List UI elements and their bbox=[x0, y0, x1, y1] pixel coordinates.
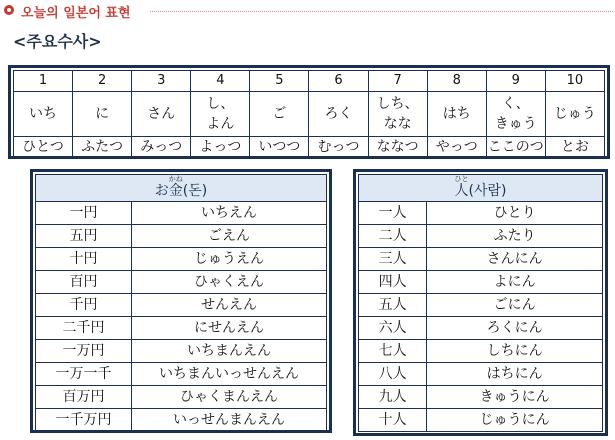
money-row bbox=[36, 409, 327, 432]
people-row bbox=[359, 340, 603, 363]
people-kanji-cell: 二人 bbox=[359, 225, 427, 248]
reading-cell bbox=[427, 92, 486, 137]
money-kanji-cell: 一円 bbox=[36, 202, 132, 225]
reading-cell bbox=[132, 92, 191, 137]
reading-line: はち bbox=[442, 106, 471, 122]
money-reading-cell: いちまんえん bbox=[132, 340, 327, 363]
money-kanji-cell: 五円 bbox=[36, 225, 132, 248]
reading-cell bbox=[309, 92, 368, 137]
money-header-kanji-wrap bbox=[168, 175, 183, 200]
reading-line: いち bbox=[29, 106, 58, 122]
money-header-cell bbox=[36, 175, 327, 202]
people-kanji-cell: 六人 bbox=[359, 317, 427, 340]
native-count-cell: いつつ bbox=[250, 137, 309, 158]
digit-cell: 10 bbox=[545, 71, 604, 92]
money-reading-cell: せんえん bbox=[132, 294, 327, 317]
money-kanji-cell: 一万一千 bbox=[36, 363, 132, 386]
people-reading-cell: ごにん bbox=[427, 294, 603, 317]
money-table bbox=[35, 174, 327, 432]
people-kanji-cell: 四人 bbox=[359, 271, 427, 294]
reading-line: じゅう bbox=[553, 106, 596, 122]
people-kanji-cell: 五人 bbox=[359, 294, 427, 317]
money-reading-cell: いっせんまんえん bbox=[132, 409, 327, 432]
reading-cell bbox=[73, 92, 132, 137]
money-row bbox=[36, 294, 327, 317]
reading-line: に bbox=[95, 106, 110, 122]
numbers-table-frame bbox=[8, 65, 610, 159]
people-reading-cell: きゅうにん bbox=[427, 386, 603, 409]
people-table bbox=[358, 174, 603, 432]
people-row bbox=[359, 294, 603, 317]
money-header-base: お bbox=[154, 183, 169, 199]
native-count-cell: やっつ bbox=[427, 137, 486, 158]
people-row bbox=[359, 386, 603, 409]
people-row bbox=[359, 317, 603, 340]
reading-line: さん bbox=[147, 106, 176, 122]
people-kanji-cell: 七人 bbox=[359, 340, 427, 363]
people-reading-cell: じゅうにん bbox=[427, 409, 603, 432]
money-kanji-cell: 十円 bbox=[36, 248, 132, 271]
money-header-text bbox=[155, 176, 207, 200]
people-row bbox=[359, 202, 603, 225]
money-row bbox=[36, 340, 327, 363]
money-row bbox=[36, 248, 327, 271]
money-table-frame bbox=[30, 169, 332, 433]
digits-row bbox=[14, 71, 605, 92]
money-kanji-cell: 一万円 bbox=[36, 340, 132, 363]
people-header-ruby: ひと bbox=[454, 175, 469, 183]
money-reading-cell: いちえん bbox=[132, 202, 327, 225]
money-kanji-cell: 一千万円 bbox=[36, 409, 132, 432]
money-reading-cell: ひゃくえん bbox=[132, 271, 327, 294]
money-reading-cell: じゅうえん bbox=[132, 248, 327, 271]
digit-cell: 4 bbox=[191, 71, 250, 92]
people-reading-cell: しちにん bbox=[427, 340, 603, 363]
money-reading-cell: いちまんいっせんえん bbox=[132, 363, 327, 386]
native-count-cell: ひとつ bbox=[14, 137, 73, 158]
people-row bbox=[359, 409, 603, 432]
people-reading-cell: はちにん bbox=[427, 363, 603, 386]
digit-cell: 6 bbox=[309, 71, 368, 92]
people-header-cell bbox=[359, 175, 603, 202]
money-row bbox=[36, 317, 327, 340]
reading-line: ご bbox=[272, 106, 287, 122]
numbers-table bbox=[13, 70, 605, 158]
money-row bbox=[36, 202, 327, 225]
page-header bbox=[0, 0, 615, 22]
header-divider bbox=[150, 11, 613, 12]
reading-line: よん bbox=[206, 116, 235, 132]
digit-cell: 9 bbox=[486, 71, 545, 92]
money-kanji-cell: 二千円 bbox=[36, 317, 132, 340]
digit-cell: 5 bbox=[250, 71, 309, 92]
people-row bbox=[359, 248, 603, 271]
native-count-cell: みっつ bbox=[132, 137, 191, 158]
people-kanji-cell: 九人 bbox=[359, 386, 427, 409]
people-header-kanji-wrap bbox=[454, 175, 469, 200]
section-title: <주요수사> bbox=[13, 32, 102, 51]
money-header-korean: (돈) bbox=[182, 183, 208, 199]
money-row bbox=[36, 225, 327, 248]
digit-cell: 7 bbox=[368, 71, 427, 92]
reading-cell bbox=[545, 92, 604, 137]
people-kanji-cell: 三人 bbox=[359, 248, 427, 271]
readings-row bbox=[14, 92, 605, 137]
native-count-cell: ここのつ bbox=[486, 137, 545, 158]
money-header-kanji: 金 bbox=[168, 183, 183, 199]
people-header-korean: (사람) bbox=[468, 183, 507, 199]
money-reading-cell: にせんえん bbox=[132, 317, 327, 340]
people-reading-cell: さんにん bbox=[427, 248, 603, 271]
reading-line: ろく bbox=[324, 106, 353, 122]
digit-cell: 1 bbox=[14, 71, 73, 92]
people-reading-cell: ふたり bbox=[427, 225, 603, 248]
money-kanji-cell: 千円 bbox=[36, 294, 132, 317]
native-count-cell: ふたつ bbox=[73, 137, 132, 158]
reading-line: し、 bbox=[206, 96, 235, 112]
money-table-header bbox=[36, 175, 327, 202]
native-count-row bbox=[14, 137, 605, 158]
header-title: 오늘의 일본어 표현 bbox=[21, 6, 131, 21]
native-count-cell: よっつ bbox=[191, 137, 250, 158]
people-row bbox=[359, 271, 603, 294]
digit-cell: 3 bbox=[132, 71, 191, 92]
native-count-cell: ななつ bbox=[368, 137, 427, 158]
people-table-header bbox=[359, 175, 603, 202]
people-kanji-cell: 一人 bbox=[359, 202, 427, 225]
reading-line: なな bbox=[383, 116, 412, 132]
people-table-frame bbox=[353, 169, 608, 436]
people-reading-cell: よにん bbox=[427, 271, 603, 294]
money-reading-cell: ごえん bbox=[132, 225, 327, 248]
people-header-text bbox=[455, 176, 507, 200]
people-row bbox=[359, 225, 603, 248]
money-row bbox=[36, 363, 327, 386]
people-row bbox=[359, 363, 603, 386]
money-row bbox=[36, 271, 327, 294]
people-reading-cell: ひとり bbox=[427, 202, 603, 225]
reading-cell bbox=[486, 92, 545, 137]
people-header-kanji: 人 bbox=[454, 183, 469, 199]
money-header-ruby: かね bbox=[168, 175, 183, 183]
reading-cell bbox=[191, 92, 250, 137]
people-kanji-cell: 八人 bbox=[359, 363, 427, 386]
people-reading-cell: ろくにん bbox=[427, 317, 603, 340]
reading-line: く、 bbox=[501, 96, 530, 112]
reading-cell bbox=[250, 92, 309, 137]
digit-cell: 8 bbox=[427, 71, 486, 92]
reading-line: きゅう bbox=[494, 116, 537, 132]
native-count-cell: とお bbox=[545, 137, 604, 158]
reading-line: しち、 bbox=[376, 96, 419, 112]
people-kanji-cell: 十人 bbox=[359, 409, 427, 432]
reading-cell bbox=[14, 92, 73, 137]
money-reading-cell: ひゃくまんえん bbox=[132, 386, 327, 409]
money-kanji-cell: 百円 bbox=[36, 271, 132, 294]
bullet-icon bbox=[4, 5, 14, 15]
money-kanji-cell: 百万円 bbox=[36, 386, 132, 409]
money-row bbox=[36, 386, 327, 409]
native-count-cell: むっつ bbox=[309, 137, 368, 158]
reading-cell bbox=[368, 92, 427, 137]
digit-cell: 2 bbox=[73, 71, 132, 92]
